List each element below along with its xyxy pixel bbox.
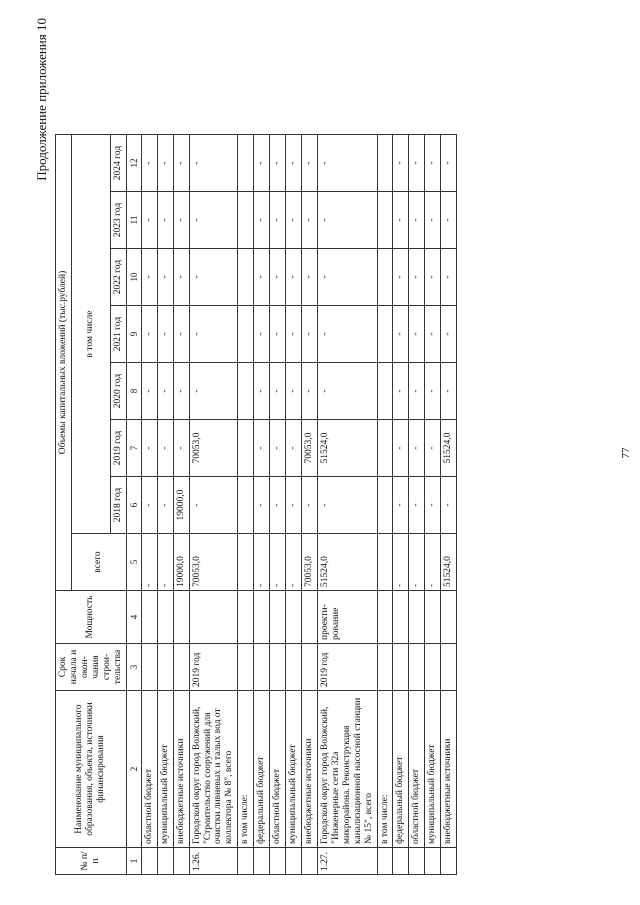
row-value: -	[286, 477, 302, 534]
column-number: 1	[126, 848, 141, 875]
table-row	[173, 135, 189, 875]
row-name: областной бюджет	[270, 691, 286, 848]
row-value	[238, 135, 254, 192]
row-period	[173, 644, 189, 691]
row-value: -	[270, 192, 286, 249]
row-value: -	[173, 420, 189, 477]
row-value: -	[254, 363, 270, 420]
row-total: 19000,0	[173, 534, 189, 591]
table-row	[157, 135, 173, 875]
row-value: -	[409, 306, 425, 363]
row-number	[441, 848, 457, 875]
row-capacity	[409, 591, 425, 644]
table-row	[393, 135, 409, 875]
row-name: внебюджетные источники	[173, 691, 189, 848]
table-row	[317, 135, 377, 875]
row-value: -	[302, 249, 318, 306]
row-capacity: проекти- рование	[317, 591, 377, 644]
row-name: в том числе:	[238, 691, 254, 848]
row-value: -	[441, 192, 457, 249]
row-value	[377, 306, 393, 363]
row-value: 70053,0	[189, 420, 238, 477]
row-total	[377, 534, 393, 591]
row-value: -	[254, 420, 270, 477]
row-value	[377, 135, 393, 192]
row-value: -	[173, 192, 189, 249]
row-value: -	[254, 477, 270, 534]
row-period	[409, 644, 425, 691]
row-period	[238, 644, 254, 691]
header-year: 2023 год	[110, 192, 126, 249]
row-value: -	[157, 306, 173, 363]
header-year: 2020 год	[110, 363, 126, 420]
row-value: 70053,0	[302, 420, 318, 477]
row-total: -	[157, 534, 173, 591]
row-value: -	[286, 192, 302, 249]
row-value: -	[254, 192, 270, 249]
row-value: -	[393, 306, 409, 363]
row-name: муниципальный бюджет	[425, 691, 441, 848]
row-total: 70053,0	[189, 534, 238, 591]
header-volume-group: Объемы капитальных вложений (тыс.рублей)	[56, 135, 72, 591]
row-capacity	[302, 591, 318, 644]
row-value: -	[393, 249, 409, 306]
row-number	[409, 848, 425, 875]
row-value: -	[393, 192, 409, 249]
row-value: -	[393, 363, 409, 420]
row-value: -	[141, 306, 157, 363]
row-value: -	[189, 192, 238, 249]
row-value: -	[409, 135, 425, 192]
row-name: в том числе:	[377, 691, 393, 848]
row-capacity	[157, 591, 173, 644]
row-value: -	[189, 363, 238, 420]
row-value: -	[393, 420, 409, 477]
header-year: 2019 год	[110, 420, 126, 477]
row-value: -	[189, 135, 238, 192]
row-value: -	[173, 249, 189, 306]
row-value: -	[286, 135, 302, 192]
row-value: -	[270, 477, 286, 534]
page-number: 77	[620, 447, 632, 459]
row-total: 70053,0	[302, 534, 318, 591]
row-value: -	[302, 192, 318, 249]
row-value: -	[254, 135, 270, 192]
row-value: -	[425, 192, 441, 249]
row-number	[286, 848, 302, 875]
row-total: -	[286, 534, 302, 591]
row-period	[141, 644, 157, 691]
row-capacity	[393, 591, 409, 644]
row-value: -	[157, 135, 173, 192]
row-value: -	[302, 135, 318, 192]
table-row	[302, 135, 318, 875]
row-name: Городской округ город Волжский, "Строительство сооружений для очистки ливневых и талых вод от коллектора № 8", всего	[189, 691, 238, 848]
table-row	[270, 135, 286, 875]
row-value: -	[441, 363, 457, 420]
header-year: 2018 год	[110, 477, 126, 534]
row-value: -	[441, 306, 457, 363]
row-value: -	[302, 363, 318, 420]
row-capacity	[441, 591, 457, 644]
row-value: -	[317, 192, 377, 249]
row-value: -	[141, 477, 157, 534]
column-number: 9	[126, 306, 141, 363]
row-period	[425, 644, 441, 691]
row-value: -	[141, 135, 157, 192]
row-value: -	[425, 477, 441, 534]
table-row	[141, 135, 157, 875]
row-name: федеральный бюджет	[393, 691, 409, 848]
row-value: -	[157, 477, 173, 534]
column-number: 4	[126, 591, 141, 644]
row-value	[377, 477, 393, 534]
row-value	[238, 192, 254, 249]
row-capacity	[173, 591, 189, 644]
row-value	[377, 420, 393, 477]
row-value	[238, 306, 254, 363]
row-name: внебюджетные источники	[302, 691, 318, 848]
row-number: 1.27.	[317, 848, 377, 875]
row-value: -	[173, 306, 189, 363]
row-value: -	[286, 306, 302, 363]
column-number: 11	[126, 192, 141, 249]
row-period: 2019 год	[189, 644, 238, 691]
row-value: -	[270, 420, 286, 477]
row-name: областной бюджет	[141, 691, 157, 848]
table-row	[254, 135, 270, 875]
row-value: -	[141, 192, 157, 249]
row-value: -	[409, 363, 425, 420]
header-including: в том числе	[71, 135, 110, 534]
row-value: -	[157, 192, 173, 249]
row-number	[393, 848, 409, 875]
row-period	[157, 644, 173, 691]
row-value	[377, 249, 393, 306]
row-value: -	[425, 135, 441, 192]
row-value	[377, 192, 393, 249]
row-number	[302, 848, 318, 875]
column-number: 10	[126, 249, 141, 306]
row-value: -	[286, 249, 302, 306]
row-period	[441, 644, 457, 691]
row-name: областной бюджет	[409, 691, 425, 848]
table-row	[189, 135, 238, 875]
row-name: внебюджетные источники	[441, 691, 457, 848]
table-row	[409, 135, 425, 875]
row-period	[302, 644, 318, 691]
row-value: -	[157, 249, 173, 306]
header-year: 2022 год	[110, 249, 126, 306]
row-number	[157, 848, 173, 875]
row-value: 51524,0	[441, 420, 457, 477]
column-number: 7	[126, 420, 141, 477]
row-value: -	[173, 363, 189, 420]
row-total: -	[254, 534, 270, 591]
row-capacity	[286, 591, 302, 644]
row-value: -	[409, 420, 425, 477]
row-period: 2019 год	[317, 644, 377, 691]
row-capacity	[189, 591, 238, 644]
row-name: федеральный бюджет	[254, 691, 270, 848]
table-row	[377, 135, 393, 875]
row-value: -	[286, 363, 302, 420]
row-value: -	[393, 135, 409, 192]
column-number: 12	[126, 135, 141, 192]
header-num: № п/п	[56, 848, 127, 875]
row-value: -	[270, 306, 286, 363]
row-value: -	[189, 249, 238, 306]
column-number: 2	[126, 691, 141, 848]
row-value: -	[189, 477, 238, 534]
header-year: 2024 год	[110, 135, 126, 192]
row-value: -	[141, 363, 157, 420]
row-value: -	[409, 477, 425, 534]
table-row	[286, 135, 302, 875]
row-value: -	[302, 306, 318, 363]
row-value	[238, 477, 254, 534]
row-total: -	[270, 534, 286, 591]
row-capacity	[270, 591, 286, 644]
row-number	[173, 848, 189, 875]
row-total: -	[141, 534, 157, 591]
header-name: Наименование муниципального образования, объекта, источники финансирования	[56, 691, 127, 848]
row-value: -	[270, 363, 286, 420]
column-number: 3	[126, 644, 141, 691]
row-number	[238, 848, 254, 875]
row-value	[238, 420, 254, 477]
row-total: -	[409, 534, 425, 591]
row-name: Городской округ город Волжский, "Инженерные сети 32а микрорайона. Реконструкция канализационной насосной станции № 15", всего	[317, 691, 377, 848]
row-name: муниципальный бюджет	[286, 691, 302, 848]
row-number	[377, 848, 393, 875]
row-value: -	[441, 249, 457, 306]
row-value: -	[393, 477, 409, 534]
row-value: -	[441, 477, 457, 534]
row-period	[270, 644, 286, 691]
row-period	[286, 644, 302, 691]
row-value: -	[441, 135, 457, 192]
row-number	[270, 848, 286, 875]
row-capacity	[254, 591, 270, 644]
header-total: всего	[71, 534, 126, 591]
row-period	[254, 644, 270, 691]
row-value: -	[157, 420, 173, 477]
row-value: -	[425, 249, 441, 306]
row-value: -	[317, 363, 377, 420]
row-value: -	[409, 249, 425, 306]
capital-investments-table	[55, 134, 457, 875]
column-number: 5	[126, 534, 141, 591]
row-value: -	[317, 249, 377, 306]
row-number: 1.26.	[189, 848, 238, 875]
row-value: -	[141, 420, 157, 477]
row-value: -	[425, 363, 441, 420]
row-value	[377, 363, 393, 420]
row-value: -	[254, 306, 270, 363]
row-value: -	[270, 249, 286, 306]
row-value: 19000,0	[173, 477, 189, 534]
row-number	[141, 848, 157, 875]
row-value: -	[189, 306, 238, 363]
row-number	[425, 848, 441, 875]
column-numbers-row	[126, 135, 141, 875]
row-value: -	[173, 135, 189, 192]
row-total: -	[393, 534, 409, 591]
row-value: -	[409, 192, 425, 249]
table-row	[238, 135, 254, 875]
row-capacity	[141, 591, 157, 644]
row-capacity	[425, 591, 441, 644]
column-number: 6	[126, 477, 141, 534]
row-number	[254, 848, 270, 875]
row-value	[238, 363, 254, 420]
header-capacity: Мощность	[56, 591, 127, 644]
column-number: 8	[126, 363, 141, 420]
row-period	[393, 644, 409, 691]
row-value: -	[425, 306, 441, 363]
header-year: 2021 год	[110, 306, 126, 363]
row-value: -	[141, 249, 157, 306]
row-total: -	[425, 534, 441, 591]
row-value: -	[317, 135, 377, 192]
row-value: -	[425, 420, 441, 477]
table-body	[141, 135, 456, 875]
table-row	[425, 135, 441, 875]
row-total	[238, 534, 254, 591]
row-value: -	[286, 420, 302, 477]
row-total: 51524,0	[317, 534, 377, 591]
row-value: -	[254, 249, 270, 306]
table-row	[441, 135, 457, 875]
row-capacity	[377, 591, 393, 644]
row-value: -	[270, 135, 286, 192]
row-total: 51524,0	[441, 534, 457, 591]
row-value: -	[157, 363, 173, 420]
row-period	[377, 644, 393, 691]
row-value	[238, 249, 254, 306]
row-capacity	[238, 591, 254, 644]
continuation-label: Продолжение приложения 10	[34, 18, 49, 181]
row-name: муниципальный бюджет	[157, 691, 173, 848]
row-value: 51524,0	[317, 420, 377, 477]
row-value: -	[317, 306, 377, 363]
row-value: -	[317, 477, 377, 534]
header-period: Срок начала и окон- чания строи- тельства	[56, 644, 127, 691]
row-value: -	[302, 477, 318, 534]
